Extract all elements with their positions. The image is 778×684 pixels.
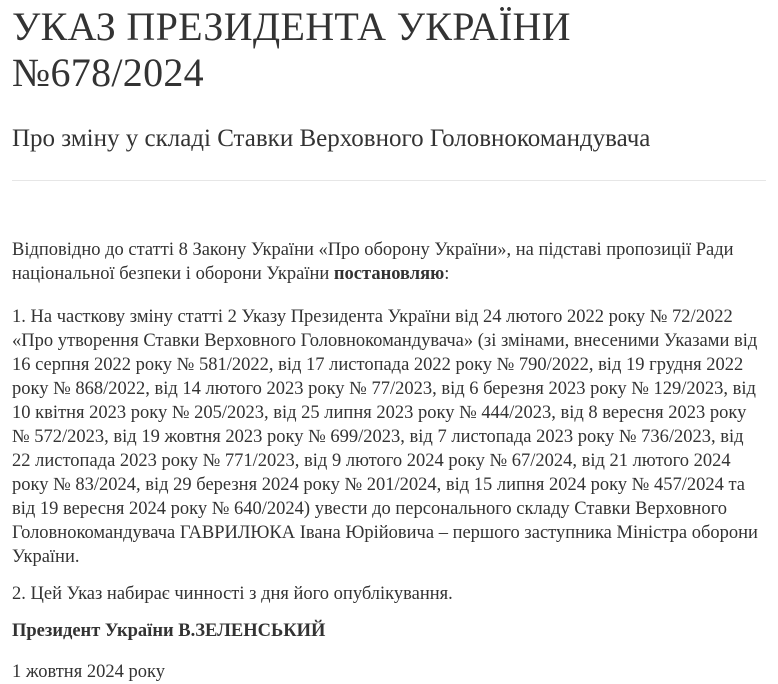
signature: Президент України В.ЗЕЛЕНСЬКИЙ (12, 621, 326, 641)
preamble-paragraph (12, 238, 766, 286)
preamble-text: Відповідно до статті 8 Закону України «Про оборону України», на підставі пропозиції Ради національної безпеки і оборони України (12, 240, 734, 284)
preamble-bold: постановляю (333, 264, 445, 284)
item-2-paragraph: 2. Цей Указ набирає чинності з дня його опублікування. (12, 584, 453, 604)
divider (12, 180, 766, 181)
page-subtitle: Про зміну у складі Ставки Верховного Головнокомандувача (12, 125, 651, 152)
preamble-end: : (444, 264, 450, 284)
page-title: УКАЗ ПРЕЗИДЕНТА УКРАЇНИ №678/2024 (12, 4, 571, 95)
decree-date: 1 жовтня 2024 року (12, 662, 165, 682)
item-1-paragraph: 1. На часткову зміну статті 2 Указу Президента України від 24 лютого 2022 року № 72/2022 «Про утворення Ставки Верховного Головнокомандувача» (зі змінами, внесеними Указами від 16 серпня 2022 року № 581/2022, від 17 листопада 2022 року № 790/2022, від 19 грудня 2022 року № 868/2022, від 14 лютого 2023 року № 77/2023, від 6 березня 2023 року № 129/2023, від 10 квітня 2023 року № 205/2023, від 25 липня 2023 року № 444/2023, від 8 вересня 2023 року № 572/2023, від 19 жовтня 2023 року № 699/2023, від 7 листопада 2023 року № 736/2023, від 22 листопада 2023 року № 771/2023, від 9 лютого 2024 року № 67/2024, від 21 лютого 2024 року № 83/2024, від 29 березня 2024 року № 201/2024, від 15 липня 2024 року № 457/2024 та від 19 вересня 2024 року № 640/2024) увести до персонального складу Ставки Верховного Головнокомандувача ГАВРИЛЮКА Івана Юрійовича – першого заступника Міністра оборони України. (12, 307, 758, 567)
